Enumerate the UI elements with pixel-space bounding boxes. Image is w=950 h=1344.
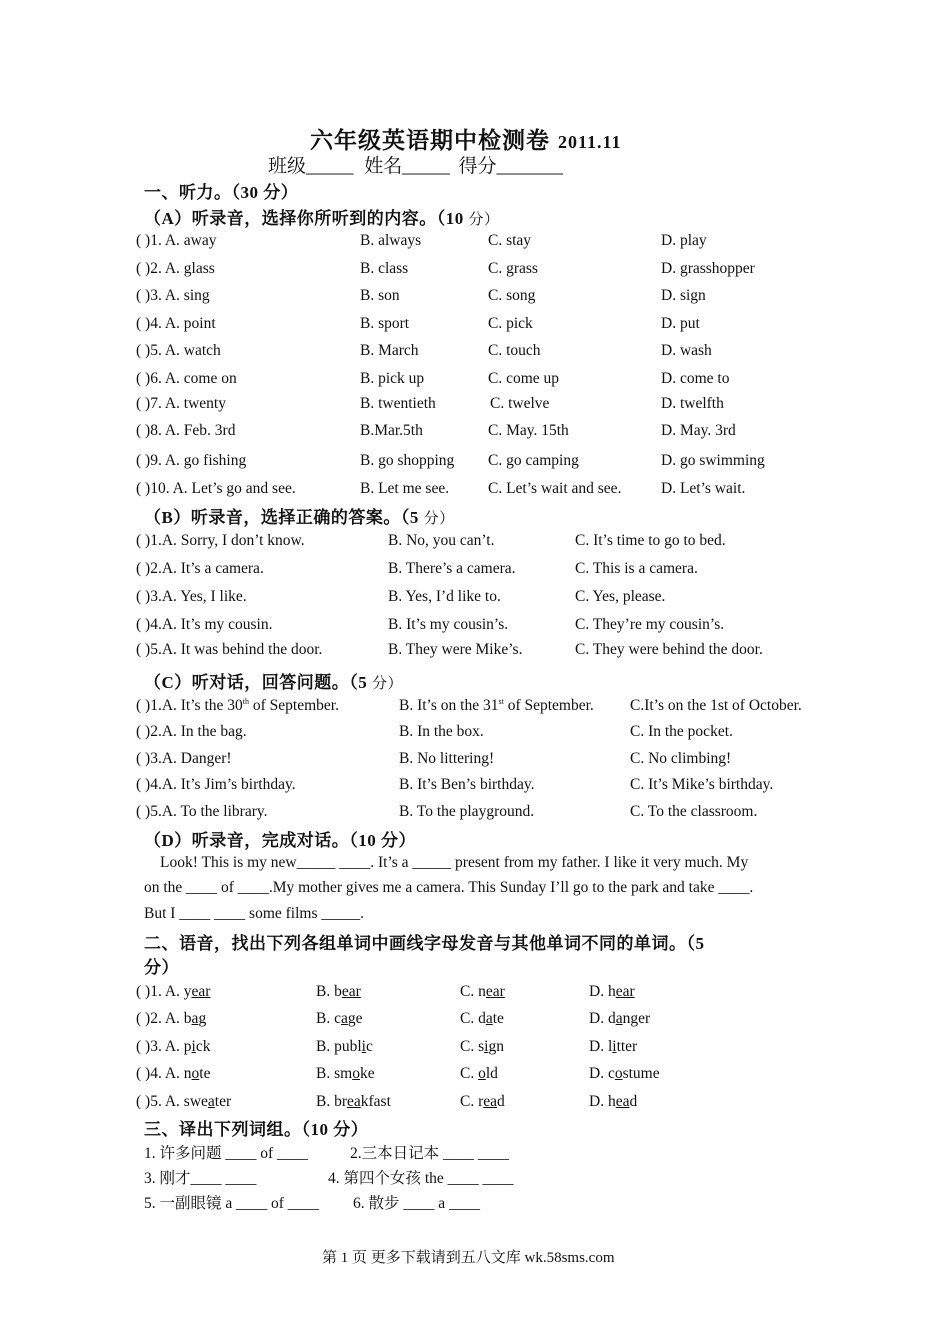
option-c: C. grass <box>488 260 538 277</box>
option-c: C. near <box>460 983 505 1000</box>
underlined-letters: a <box>191 1010 199 1027</box>
option-d: D. Let’s wait. <box>661 480 746 497</box>
part3-item-5: 5. 一副眼镜 a ____ of ____ <box>144 1195 319 1212</box>
option-b: B. twentieth <box>360 395 436 412</box>
underlined-letters: ea <box>615 1093 630 1110</box>
option-d: D. come to <box>661 370 730 387</box>
sectionA-heading: （A）听录音，选择你所听到的内容。（10 分） <box>144 209 500 228</box>
option-c: C. To the classroom. <box>630 803 758 820</box>
option-a: ( )6. A. come on <box>136 370 237 387</box>
option-b: B. No littering! <box>399 750 495 767</box>
underlined-letters: i <box>484 1038 489 1055</box>
option-d: D. litter <box>589 1038 638 1055</box>
option-d: D. wash <box>661 342 712 359</box>
sectionD-line-1: Look! This is my new_____ ____. It’s a _____ present from my father. I like it very much. My <box>160 854 749 871</box>
sectionD-heading: （D）听录音，完成对话。（10 分） <box>144 831 417 850</box>
option-a: ( )1.A. Sorry, I don’t know. <box>136 532 305 549</box>
sectionA-question-3 <box>0 287 950 309</box>
option-d: D. put <box>661 315 700 332</box>
option-c: C. read <box>460 1093 505 1110</box>
option-c: C. They’re my cousin’s. <box>575 616 725 633</box>
sectionC-question-3 <box>0 750 950 772</box>
sectionB-question-5 <box>0 641 950 663</box>
option-b: B. class <box>360 260 409 277</box>
sectionD-line-3: But I ____ ____ some films _____. <box>144 905 365 922</box>
option-a: ( )1. A. year <box>136 983 211 1000</box>
option-b: B. breakfast <box>316 1093 391 1110</box>
option-a: ( )3. A. sing <box>136 287 210 304</box>
option-d: D. twelfth <box>661 395 724 412</box>
option-b: B. sport <box>360 315 410 332</box>
option-b: B. It’s on the 31st of September. <box>399 697 594 715</box>
option-b: B. In the box. <box>399 723 484 740</box>
part3-item-2: 2.三本日记本 ____ ____ <box>350 1145 509 1162</box>
option-a: ( )10. A. Let’s go and see. <box>136 480 296 497</box>
underlined-letters: i <box>612 1038 617 1055</box>
option-a: ( )4. A. note <box>136 1065 211 1082</box>
part2-question-2 <box>0 1010 950 1032</box>
underlined-letters: o <box>352 1065 360 1082</box>
option-a: ( )2. A. glass <box>136 260 215 277</box>
part2-heading-cont: 分） <box>144 958 179 977</box>
option-a: ( )1. A. away <box>136 232 217 249</box>
option-d: D. play <box>661 232 707 249</box>
part3-heading: 三、译出下列词组。（10 分） <box>144 1120 369 1139</box>
sectionA-question-1 <box>0 232 950 254</box>
option-b: B. To the playground. <box>399 803 535 820</box>
student-info <box>268 151 563 178</box>
option-a: ( )5.A. To the library. <box>136 803 268 820</box>
underlined-letters: ear <box>341 983 361 1000</box>
sectionC-question-1 <box>0 697 950 719</box>
option-c: C. old <box>460 1065 498 1082</box>
sectionA-question-10 <box>0 480 950 502</box>
sectionB-heading: （B）听录音，选择正确的答案。（5 分） <box>144 508 455 527</box>
option-c: C. twelve <box>490 395 550 412</box>
option-c: C. go camping <box>488 452 579 469</box>
option-b: B. They were Mike’s. <box>388 641 523 658</box>
option-c: C. They were behind the door. <box>575 641 763 658</box>
option-a: ( )4.A. It’s Jim’s birthday. <box>136 776 296 793</box>
part2-heading: 二、语音，找出下列各组单词中画线字母发音与其他单词不同的单词。（5 <box>144 934 705 953</box>
option-d: D. May. 3rd <box>661 422 736 439</box>
option-a: ( )9. A. go fishing <box>136 452 247 469</box>
part3-item-6: 6. 散步 ____ a ____ <box>353 1195 481 1212</box>
option-b: B. public <box>316 1038 373 1055</box>
option-c: C. It’s time to go to bed. <box>575 532 726 549</box>
option-d: D. grasshopper <box>661 260 755 277</box>
option-a: ( )1.A. It’s the 30th of September. <box>136 697 339 715</box>
underlined-letters: ear <box>615 983 635 1000</box>
sectionC-question-5 <box>0 803 950 825</box>
option-a: ( )2. A. bag <box>136 1010 207 1027</box>
underlined-letters: i <box>191 1038 196 1055</box>
underlined-letters: a <box>207 1093 215 1110</box>
option-c: C. Yes, please. <box>575 588 666 605</box>
option-c: C. date <box>460 1010 504 1027</box>
underlined-letters: i <box>361 1038 366 1055</box>
sectionA-question-7 <box>0 395 950 417</box>
option-a: ( )3.A. Yes, I like. <box>136 588 247 605</box>
option-a: ( )3.A. Danger! <box>136 750 232 767</box>
name-field: 姓名_____ <box>364 156 450 177</box>
option-a: ( )2.A. It’s a camera. <box>136 560 264 577</box>
underlined-letters: ea <box>483 1093 498 1110</box>
part3-item-1: 1. 许多问题 ____ of ____ <box>144 1145 309 1162</box>
part1-heading: 一、听力。（30 分） <box>144 183 299 202</box>
part3-item-3: 3. 刚才____ ____ <box>144 1170 257 1187</box>
option-b: B. It’s Ben’s birthday. <box>399 776 535 793</box>
option-a: ( )5. A. sweater <box>136 1093 232 1110</box>
sectionA-question-5 <box>0 342 950 364</box>
option-a: ( )4.A. It’s my cousin. <box>136 616 273 633</box>
part2-question-5 <box>0 1093 950 1115</box>
option-a: ( )2.A. In the bag. <box>136 723 247 740</box>
option-d: D. sign <box>661 287 706 304</box>
option-c: C. touch <box>488 342 541 359</box>
option-b: B. always <box>360 232 422 249</box>
option-d: D. go swimming <box>661 452 765 469</box>
option-a: ( )7. A. twenty <box>136 395 226 412</box>
page-footer: 第 1 页 更多下载请到五八文库 wk.58sms.com <box>322 1250 615 1266</box>
option-d: D. danger <box>589 1010 651 1027</box>
option-b: B. cage <box>316 1010 363 1027</box>
score-field: 得分_______ <box>458 156 564 177</box>
option-c: C. This is a camera. <box>575 560 698 577</box>
underlined-letters: o <box>478 1065 486 1082</box>
option-b: B. bear <box>316 983 361 1000</box>
option-a: ( )4. A. point <box>136 315 216 332</box>
title-year: 2011.11 <box>558 132 622 152</box>
option-b: B. There’s a camera. <box>388 560 516 577</box>
underlined-letters: ea <box>347 1093 361 1110</box>
option-d: D. hear <box>589 983 635 1000</box>
sectionA-question-8 <box>0 422 950 444</box>
sectionB-question-4 <box>0 616 950 638</box>
underlined-letters: o <box>191 1065 200 1082</box>
sectionB-question-3 <box>0 588 950 610</box>
option-a: ( )5. A. watch <box>136 342 221 359</box>
option-b: B. No, you can’t. <box>388 532 495 549</box>
option-b: B. March <box>360 342 419 359</box>
option-c: C. song <box>488 287 536 304</box>
option-b: B. son <box>360 287 400 304</box>
option-c: C. In the pocket. <box>630 723 733 740</box>
option-c: C. stay <box>488 232 532 249</box>
option-b: B. go shopping <box>360 452 455 469</box>
option-a: ( )3. A. pick <box>136 1038 211 1055</box>
option-c: C. come up <box>488 370 560 387</box>
option-d: D. costume <box>589 1065 660 1082</box>
option-c: C. May. 15th <box>488 422 569 439</box>
option-c: C. pick <box>488 315 533 332</box>
sectionA-question-9 <box>0 452 950 474</box>
title-text: 六年级英语期中检测卷 <box>310 128 550 153</box>
option-b: B. Let me see. <box>360 480 450 497</box>
underlined-letters: a <box>615 1010 623 1027</box>
part2-question-4 <box>0 1065 950 1087</box>
part2-question-3 <box>0 1038 950 1060</box>
sectionA-question-2 <box>0 260 950 282</box>
option-b: B. Yes, I’d like to. <box>388 588 501 605</box>
option-a: ( )5.A. It was behind the door. <box>136 641 323 658</box>
option-c: C. No climbing! <box>630 750 732 767</box>
class-field: 班级_____ <box>268 156 354 177</box>
sectionB-question-1 <box>0 532 950 554</box>
option-b: B. smoke <box>316 1065 375 1082</box>
sectionA-question-4 <box>0 315 950 337</box>
underlined-letters: a <box>485 1010 493 1027</box>
sectionC-question-2 <box>0 723 950 745</box>
part3-item-4: 4. 第四个女孩 the ____ ____ <box>328 1170 514 1187</box>
sectionA-question-6 <box>0 370 950 392</box>
underlined-letters: o <box>614 1065 623 1082</box>
underlined-letters: a <box>340 1010 348 1027</box>
option-b: B. pick up <box>360 370 425 387</box>
option-a: ( )8. A. Feb. 3rd <box>136 422 236 439</box>
sectionC-question-4 <box>0 776 950 798</box>
underlined-letters: ear <box>485 983 505 1000</box>
option-b: B. It’s my cousin’s. <box>388 616 509 633</box>
option-c: C. Let’s wait and see. <box>488 480 622 497</box>
sectionC-heading: （C）听对话，回答问题。（5 分） <box>144 673 404 692</box>
option-c: C.It’s on the 1st of October. <box>630 697 802 714</box>
option-c: C. sign <box>460 1038 504 1055</box>
sectionB-question-2 <box>0 560 950 582</box>
option-c: C. It’s Mike’s birthday. <box>630 776 774 793</box>
option-d: D. head <box>589 1093 638 1110</box>
sectionD-line-2: on the ____ of ____.My mother gives me a camera. This Sunday I’ll go to the park and take ____. <box>144 879 754 896</box>
option-b: B.Mar.5th <box>360 422 423 439</box>
underlined-letters: ear <box>191 983 211 1000</box>
part2-question-1 <box>0 983 950 1005</box>
